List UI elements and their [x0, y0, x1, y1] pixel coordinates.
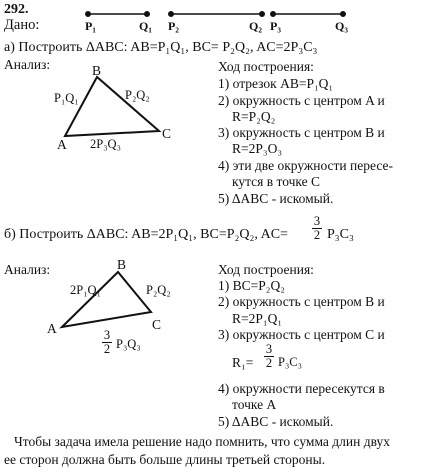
part-b-side-ab: 2P₁Q₁ — [70, 283, 101, 297]
label-q3: Q₃ — [335, 19, 348, 33]
part-b-vertex-a: A — [47, 321, 57, 336]
label-p2: P₂ — [168, 19, 179, 33]
triangle-b — [62, 272, 151, 327]
part-a-step: 5) ΔABC - искомый. — [218, 191, 334, 206]
part-b-step: 5) ΔABC - искомый. — [218, 414, 334, 429]
part-a-step: R=P₂Q₂ — [232, 109, 276, 124]
problem-number: 292. — [4, 2, 29, 17]
part-b-statement — [4, 227, 288, 242]
part-a-side-ab: P₁Q₁ — [54, 91, 79, 105]
fraction-denominator: 2 — [265, 356, 273, 370]
part-a-construction-title: Ход построения: — [218, 59, 314, 74]
label-p3: P₃ — [270, 19, 281, 33]
part-a-vertex-a: A — [57, 137, 67, 152]
fraction-numerator: 3 — [265, 342, 273, 356]
conclusion-line: ее сторон должна быть больше длины третьей стороны. — [4, 452, 326, 467]
fraction-numerator: 3 — [103, 328, 111, 342]
part-b-vertex-b: B — [117, 257, 127, 272]
triangle-a — [65, 77, 159, 136]
part-a-step: R=2P₃O₃ — [232, 141, 283, 156]
part-a-vertex-b: B — [92, 63, 102, 78]
part-b-step-radius-label: R₁= — [232, 355, 254, 370]
part-b-analysis-label: Анализ: — [4, 262, 51, 277]
part-b-side-ac-rest: P₃Q₃ — [116, 337, 141, 351]
part-b-construction-title: Ход построения: — [218, 262, 314, 277]
fraction-numerator: 3 — [313, 214, 321, 228]
part-b-step-radius-rest: P₃C₃ — [278, 355, 303, 369]
conclusion-line: Чтобы задача имела решение надо помнить, что сумма длин двух — [14, 434, 390, 449]
part-a-analysis-label: Анализ: — [4, 57, 51, 72]
label-q2: Q₂ — [249, 19, 262, 33]
part-b-step: 1) BC=P₂Q₂ — [218, 278, 285, 293]
part-a-step: 3) окружность с центром B и — [218, 125, 385, 140]
part-b-step: R=2P₁Q₁ — [232, 311, 283, 326]
label-p1: P₁ — [85, 19, 96, 33]
fraction-denominator: 2 — [313, 228, 321, 242]
part-b-statement-suffix: P₃C₃ — [327, 227, 354, 242]
segment-p3q3 — [271, 12, 345, 16]
fraction-denominator: 2 — [103, 342, 111, 356]
part-b-vertex-c: C — [152, 317, 162, 332]
given-label: Дано: — [4, 17, 40, 33]
segment-p2q2 — [169, 12, 264, 16]
segment-p1q1 — [86, 12, 149, 16]
part-b-statement-prefix: б) Построить ΔABC: AB=2P₁Q₁, BC=P₂Q₂, AC= — [4, 227, 288, 242]
part-a-step: 2) окружность с центром A и — [218, 93, 385, 108]
part-a-side-ac: 2P₃Q₃ — [90, 137, 121, 151]
part-a-step: кутся в точке C — [232, 174, 321, 189]
part-b-step: точке A — [232, 397, 277, 412]
part-b-step: 3) окружность с центром C и — [218, 327, 385, 342]
part-b-statement-fraction — [311, 215, 323, 242]
part-a-step: 1) отрезок AB=P₁Q₁ — [218, 76, 334, 91]
part-a-side-bc: P₂Q₂ — [125, 88, 150, 102]
part-a-statement: а) Построить ΔABC: AB=P₁Q₁, BC= P₂Q₂, AC=2P₃C₃ — [4, 40, 318, 55]
part-b-step-fraction — [263, 343, 275, 370]
label-q1: Q₁ — [139, 19, 152, 33]
part-b-step: 2) окружность с центром B и — [218, 294, 385, 309]
part-b-step: 4) окружности пересекутся в — [218, 381, 385, 396]
part-b-side-ac-fraction — [101, 329, 113, 356]
part-b-side-bc: P₂Q₂ — [146, 283, 171, 297]
part-a-step: 4) эти две окружности пересе- — [218, 158, 393, 173]
part-a-vertex-c: C — [162, 126, 172, 141]
